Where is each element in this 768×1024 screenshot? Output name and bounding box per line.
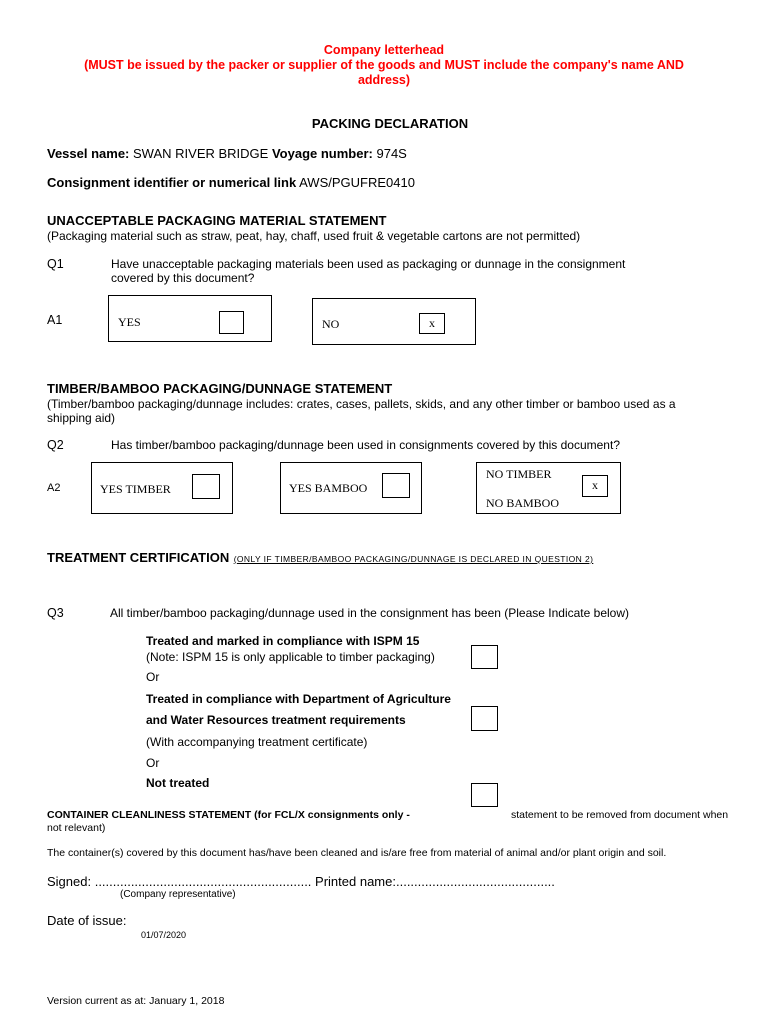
letterhead-title: Company letterhead: [323, 43, 445, 57]
vessel-name-label: Vessel name:: [47, 146, 130, 161]
section2-sub-line-cont: shipping aid): [47, 411, 116, 425]
section3-heading: TREATMENT CERTIFICATION: [47, 550, 230, 565]
section2-sub: [47, 397, 676, 425]
q1-label: Q1: [47, 257, 64, 271]
a2-no-checkbox[interactable]: x: [582, 475, 608, 497]
cleanliness-statement: The container(s) covered by this document has/have been cleaned and is/are free from material of animal and/or plant origin and soil.: [47, 847, 667, 859]
vessel-line: [47, 146, 407, 161]
q3-or: Or: [146, 670, 160, 684]
section1-sub: (Packaging material such as straw, peat, hay, chaff, used fruit & vegetable cartons are not permitted): [47, 229, 581, 243]
signed-label: Signed: ............................................................: [47, 874, 312, 889]
voyage-label: Voyage number:: [271, 146, 373, 161]
a2-label: A2: [47, 482, 61, 494]
section2-sub-line: (Timber/bamboo packaging/dunnage includes: crates, cases, pallets, skids, and any other timber or bamboo used as a: [47, 397, 676, 411]
a2-no-timber-label: NO TIMBER: [486, 467, 552, 481]
a1-label: A1: [47, 313, 63, 327]
q1-text: [111, 257, 625, 285]
a2-no-bamboo-label: NO BAMBOO: [486, 496, 560, 510]
q3-option1-checkbox[interactable]: [471, 645, 498, 669]
q3-label: Q3: [47, 606, 64, 620]
a2-yes-bamboo-checkbox[interactable]: [382, 473, 410, 498]
q3-option2-note: (With accompanying treatment certificate): [146, 735, 368, 749]
a2-yes-timber-checkbox[interactable]: [192, 474, 220, 499]
date-label: Date of issue:: [47, 913, 127, 928]
q3-or-2: Or: [146, 756, 160, 770]
printed-name-label: Printed name:............................................: [315, 874, 555, 889]
q3-option2-title-cont: and Water Resources treatment requirements: [146, 713, 406, 727]
q3-text: All timber/bamboo packaging/dunnage used in the consignment has been (Please Indicate below): [110, 606, 629, 620]
letterhead-note-cont: address): [357, 73, 411, 87]
q1-line-cont: covered by this document?: [111, 271, 255, 285]
date-value: 01/07/2020: [141, 930, 187, 940]
a1-yes-checkbox[interactable]: [219, 311, 244, 334]
a1-no-label: NO: [322, 317, 340, 331]
consignment-line: [47, 175, 415, 190]
consignment-value: AWS/PGUFRE0410: [299, 175, 415, 190]
q3-option2-checkbox[interactable]: [471, 706, 498, 731]
letterhead: [0, 43, 768, 88]
section3-heading-note: (ONLY IF TIMBER/BAMBOO PACKAGING/DUNNAGE IS DECLARED IN QUESTION 2): [233, 554, 594, 564]
q3-option3-title: Not treated: [146, 776, 210, 790]
q2-text: Has timber/bamboo packaging/dunnage been used in consignments covered by this document?: [111, 438, 620, 452]
cleanliness-note: statement to be removed from document when: [511, 809, 729, 821]
a1-yes-label: YES: [118, 315, 141, 329]
q3-option3-checkbox[interactable]: [471, 783, 498, 807]
consignment-label: Consignment identifier or numerical link: [47, 175, 297, 190]
q3-option2-title: Treated in compliance with Department of Agriculture: [146, 692, 451, 706]
q2-label: Q2: [47, 438, 64, 452]
version-footer: Version current as at: January 1, 2018: [47, 995, 225, 1007]
a2-yes-bamboo-label: YES BAMBOO: [289, 481, 368, 495]
q1-line: Have unacceptable packaging materials been used as packaging or dunnage in the consignment: [111, 257, 626, 271]
cleanliness-note-cont: not relevant): [47, 822, 106, 834]
voyage-value: 974S: [376, 146, 407, 161]
letterhead-note: (MUST be issued by the packer or supplier of the goods and MUST include the company's name AND: [84, 58, 684, 72]
a1-no-checkbox[interactable]: x: [419, 313, 445, 334]
section2-heading: TIMBER/BAMBOO PACKAGING/DUNNAGE STATEMENT: [47, 381, 393, 396]
a2-yes-timber-label: YES TIMBER: [100, 482, 171, 496]
representative-note: (Company representative): [120, 889, 236, 900]
page-title: PACKING DECLARATION: [311, 116, 469, 131]
q3-option1-note: (Note: ISPM 15 is only applicable to timber packaging): [146, 650, 435, 664]
signature-line: [47, 874, 555, 889]
q3-option1-title: Treated and marked in compliance with ISPM 15: [146, 634, 420, 648]
cleanliness-heading: CONTAINER CLEANLINESS STATEMENT (for FCL/X consignments only -: [47, 809, 410, 821]
section1-heading: UNACCEPTABLE PACKAGING MATERIAL STATEMENT: [47, 213, 387, 228]
vessel-name-value: SWAN RIVER BRIDGE: [133, 146, 269, 161]
section3-heading-line: [47, 549, 593, 567]
